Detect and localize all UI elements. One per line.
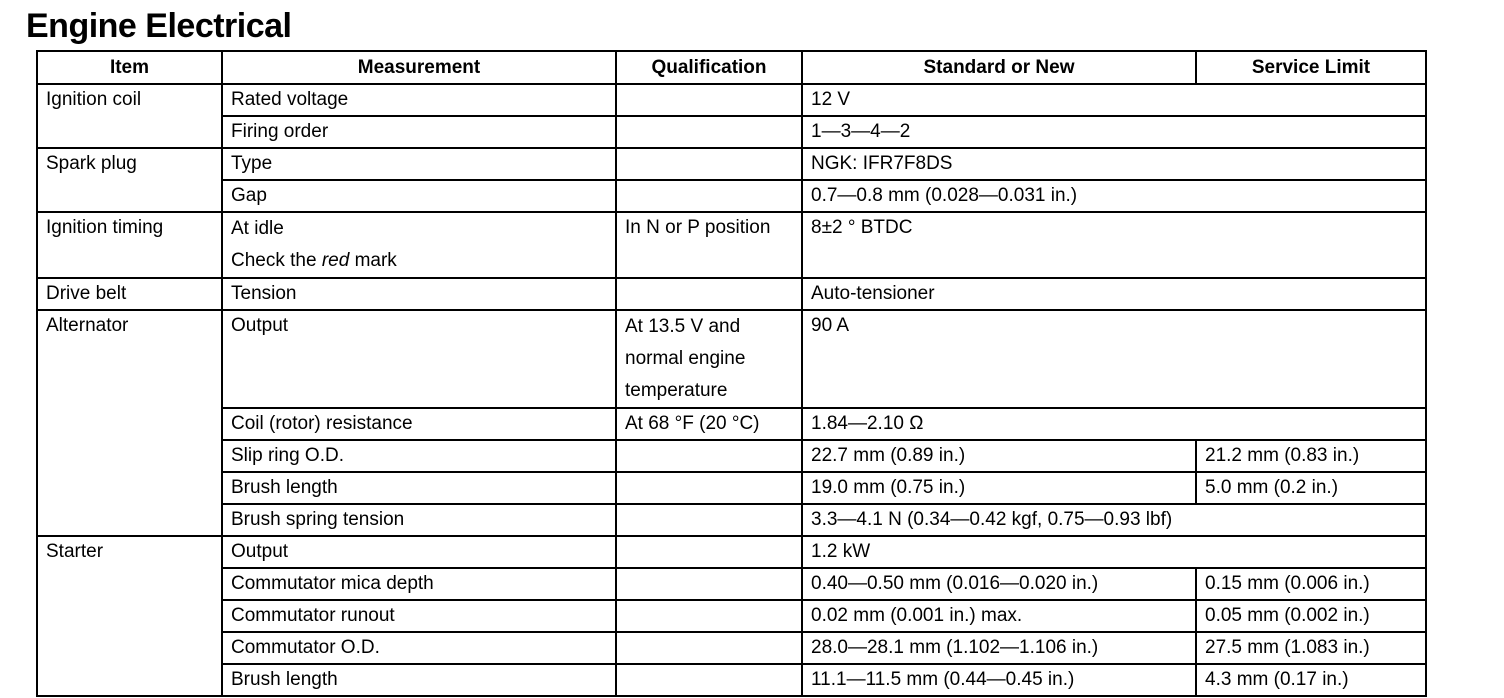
standard-cell: 1.2 kW xyxy=(802,536,1426,568)
standard-cell: 0.7—0.8 mm (0.028—0.031 in.) xyxy=(802,180,1426,212)
qualification-cell xyxy=(616,600,802,632)
measurement-cell: Commutator mica depth xyxy=(222,568,616,600)
qualification-cell xyxy=(616,568,802,600)
table-row xyxy=(37,504,1426,536)
standard-cell: 90 A xyxy=(802,310,1426,408)
page-title: Engine Electrical xyxy=(26,7,292,45)
qualification-cell xyxy=(616,180,802,212)
table-row xyxy=(37,310,1426,408)
measurement-line xyxy=(231,245,607,277)
qualification-cell: In N or P position xyxy=(616,212,802,278)
item-cell: Drive belt xyxy=(37,278,222,310)
qualification-cell xyxy=(616,664,802,696)
measurement-cell: Coil (rotor) resistance xyxy=(222,408,616,440)
service-limit-cell: 21.2 mm (0.83 in.) xyxy=(1196,440,1426,472)
item-cell: Ignition timing xyxy=(37,212,222,278)
header-standard: Standard or New xyxy=(802,51,1196,84)
qualification-cell xyxy=(616,116,802,148)
measurement-cell: Brush length xyxy=(222,664,616,696)
standard-cell: 22.7 mm (0.89 in.) xyxy=(802,440,1196,472)
table-row xyxy=(37,632,1426,664)
measurement-cell: Commutator runout xyxy=(222,600,616,632)
standard-cell: 0.40—0.50 mm (0.016—0.020 in.) xyxy=(802,568,1196,600)
service-limit-cell: 5.0 mm (0.2 in.) xyxy=(1196,472,1426,504)
qualification-cell xyxy=(616,536,802,568)
measurement-text: Check the xyxy=(231,250,322,271)
table-row xyxy=(37,180,1426,212)
measurement-cell: Tension xyxy=(222,278,616,310)
standard-cell: 11.1—11.5 mm (0.44—0.45 in.) xyxy=(802,664,1196,696)
standard-cell: 8±2 ° BTDC xyxy=(802,212,1426,278)
header-qualification: Qualification xyxy=(616,51,802,84)
table-row xyxy=(37,408,1426,440)
measurement-line: At idle xyxy=(231,218,284,239)
qualification-cell xyxy=(616,278,802,310)
measurement-cell: Brush spring tension xyxy=(222,504,616,536)
standard-cell: 1.84—2.10 Ω xyxy=(802,408,1426,440)
qualification-cell xyxy=(616,472,802,504)
service-limit-cell: 27.5 mm (1.083 in.) xyxy=(1196,632,1426,664)
item-cell: Starter xyxy=(37,536,222,696)
item-cell: Spark plug xyxy=(37,148,222,212)
measurement-cell: Output xyxy=(222,536,616,568)
table-row xyxy=(37,440,1426,472)
item-cell: Ignition coil xyxy=(37,84,222,148)
measurement-cell: Rated voltage xyxy=(222,84,616,116)
measurement-cell: Output xyxy=(222,310,616,408)
table-row xyxy=(37,278,1426,310)
measurement-cell: Gap xyxy=(222,180,616,212)
qualification-line: temperature xyxy=(625,380,728,401)
table-row xyxy=(37,536,1426,568)
qualification-cell xyxy=(616,84,802,116)
service-limit-cell: 0.05 mm (0.002 in.) xyxy=(1196,600,1426,632)
measurement-cell: Type xyxy=(222,148,616,180)
table-row xyxy=(37,472,1426,504)
standard-cell: 12 V xyxy=(802,84,1426,116)
standard-cell: 3.3—4.1 N (0.34—0.42 kgf, 0.75—0.93 lbf) xyxy=(802,504,1426,536)
qualification-cell xyxy=(616,310,802,408)
measurement-cell xyxy=(222,212,616,278)
item-cell: Alternator xyxy=(37,310,222,536)
measurement-cell: Slip ring O.D. xyxy=(222,440,616,472)
standard-cell: 19.0 mm (0.75 in.) xyxy=(802,472,1196,504)
qualification-cell xyxy=(616,632,802,664)
qualification-line: normal engine xyxy=(625,348,746,369)
spec-table xyxy=(36,50,1427,697)
measurement-emphasis: red xyxy=(321,250,350,271)
service-limit-cell: 0.15 mm (0.006 in.) xyxy=(1196,568,1426,600)
qualification-cell xyxy=(616,440,802,472)
measurement-cell: Commutator O.D. xyxy=(222,632,616,664)
standard-cell: NGK: IFR7F8DS xyxy=(802,148,1426,180)
table-row xyxy=(37,84,1426,116)
standard-cell: 0.02 mm (0.001 in.) max. xyxy=(802,600,1196,632)
standard-cell: 28.0—28.1 mm (1.102—1.106 in.) xyxy=(802,632,1196,664)
header-service-limit: Service Limit xyxy=(1196,51,1426,84)
measurement-cell: Brush length xyxy=(222,472,616,504)
qualification-cell: At 68 °F (20 °C) xyxy=(616,408,802,440)
table-row xyxy=(37,664,1426,696)
measurement-cell: Firing order xyxy=(222,116,616,148)
standard-cell: Auto-tensioner xyxy=(802,278,1426,310)
table-row xyxy=(37,600,1426,632)
service-limit-cell: 4.3 mm (0.17 in.) xyxy=(1196,664,1426,696)
standard-cell: 1—3—4—2 xyxy=(802,116,1426,148)
header-item: Item xyxy=(37,51,222,84)
header-row xyxy=(37,51,1426,84)
qualification-cell xyxy=(616,504,802,536)
qualification-line: At 13.5 V and xyxy=(625,316,741,337)
measurement-text: mark xyxy=(349,250,397,271)
table-row xyxy=(37,568,1426,600)
table-row xyxy=(37,148,1426,180)
table-row xyxy=(37,212,1426,278)
table-row xyxy=(37,116,1426,148)
header-measurement: Measurement xyxy=(222,51,616,84)
qualification-cell xyxy=(616,148,802,180)
